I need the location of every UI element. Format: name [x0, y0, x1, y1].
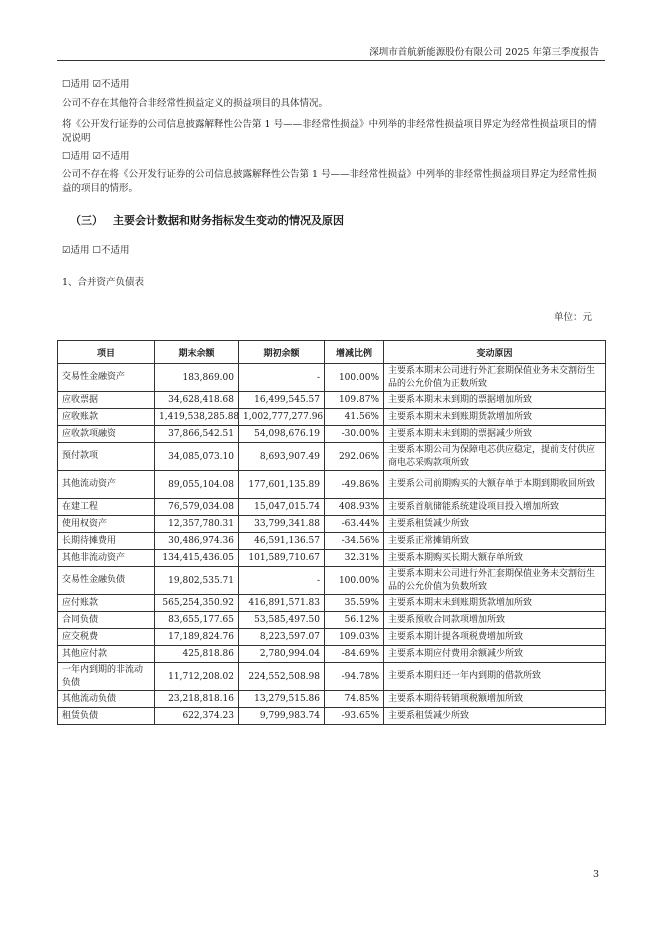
checkbox-line-2: ☐适用 ☑不适用 — [62, 151, 130, 162]
table-row — [58, 595, 606, 612]
table-row — [58, 567, 606, 595]
cell-end: 11,712,208.02 — [155, 663, 239, 691]
cell-item: 合同负债 — [58, 612, 155, 629]
cell-end: 622,374.23 — [155, 708, 239, 725]
table-row — [58, 471, 606, 499]
cell-item: 其他应付款 — [58, 646, 155, 663]
table-row — [58, 516, 606, 533]
table-row — [58, 499, 606, 516]
cell-item: 使用权资产 — [58, 516, 155, 533]
cell-item: 一年内到期的非流动负债 — [58, 663, 155, 691]
cell-pct: -49.86% — [325, 471, 384, 499]
cell-reason: 主要系本期应付费用余额减少所致 — [384, 646, 606, 663]
table-row — [58, 663, 606, 691]
cell-begin: 15,047,015.74 — [239, 499, 325, 516]
cell-begin: 177,601,135.89 — [239, 471, 325, 499]
cell-begin: 13,279,515.86 — [239, 691, 325, 708]
table-row — [58, 533, 606, 550]
page-header-title: 深圳市首航新能源股份有限公司 2025 年第三季度报告 — [369, 47, 599, 58]
table-row — [58, 646, 606, 663]
cell-reason: 主要系公司前期购买的大额存单于本期到期收回所致 — [384, 471, 606, 499]
cell-begin: 53,585,497.50 — [239, 612, 325, 629]
table-row — [58, 550, 606, 567]
cell-begin: 16,499,545.57 — [239, 392, 325, 409]
cell-item: 预付款项 — [58, 443, 155, 471]
page-number: 3 — [592, 869, 599, 880]
paragraph-3: 公司不存在将《公开发行证券的公司信息披露解释性公告第 1 号——非经常性损益》中列举的非经常性损益项目界定为经常性损益的项目的情形。 — [62, 169, 597, 194]
cell-end: 89,055,104.08 — [155, 471, 239, 499]
cell-reason: 主要系本期末未到账期货款增加所致 — [384, 409, 606, 426]
cell-pct: 74.85% — [325, 691, 384, 708]
cell-end: 30,486,974.36 — [155, 533, 239, 550]
table-row — [58, 364, 606, 392]
cell-pct: 56.12% — [325, 612, 384, 629]
paragraph-1: 公司不存在其他符合非经常性损益定义的损益项目的具体情况。 — [62, 98, 329, 109]
header-end-balance: 期末余额 — [155, 341, 239, 364]
table-row — [58, 443, 606, 471]
cell-item: 其他流动负债 — [58, 691, 155, 708]
cell-pct: -84.69% — [325, 646, 384, 663]
cell-end: 37,866,542.51 — [155, 426, 239, 443]
cell-begin: 9,799,983.74 — [239, 708, 325, 725]
cell-item: 在建工程 — [58, 499, 155, 516]
cell-item: 其他非流动资产 — [58, 550, 155, 567]
cell-pct: 100.00% — [325, 364, 384, 392]
cell-begin: 1,002,777,277.96 — [239, 409, 325, 426]
paragraph-2: 将《公开发行证券的公司信息披露解释性公告第 1 号——非经常性损益》中列举的非经常性损益项目界定为经常性损益项目的情况说明 — [62, 119, 597, 144]
table-header-row — [58, 341, 606, 364]
cell-pct: -94.78% — [325, 663, 384, 691]
section-heading — [70, 212, 344, 228]
table-row — [58, 691, 606, 708]
header-rule — [57, 60, 605, 61]
cell-begin: 54,098,676.19 — [239, 426, 325, 443]
cell-item: 应收款项融资 — [58, 426, 155, 443]
subsection-title: 1、合并资产负债表 — [62, 277, 145, 288]
cell-reason: 主要系本期末未到账期货款增加所致 — [384, 595, 606, 612]
unit-label: 单位：元 — [553, 312, 592, 323]
cell-end: 23,218,818.16 — [155, 691, 239, 708]
cell-reason: 主要系本期末公司进行外汇套期保值业务未交割衍生品的公允价值为正数所致 — [384, 364, 606, 392]
cell-end: 76,579,034.08 — [155, 499, 239, 516]
cell-item: 其他流动资产 — [58, 471, 155, 499]
cell-end: 34,085,073.10 — [155, 443, 239, 471]
cell-pct: 109.87% — [325, 392, 384, 409]
cell-end: 34,628,418.68 — [155, 392, 239, 409]
cell-pct: 32.31% — [325, 550, 384, 567]
cell-item: 应付账款 — [58, 595, 155, 612]
section-title: 主要会计数据和财务指标发生变动的情况及原因 — [113, 214, 344, 227]
cell-reason: 主要系本期购买长期大额存单所致 — [384, 550, 606, 567]
cell-item: 应收账款 — [58, 409, 155, 426]
table-row — [58, 426, 606, 443]
cell-reason: 主要系首航储能系统建设项目投入增加所致 — [384, 499, 606, 516]
balance-sheet-table — [57, 340, 606, 725]
header-reason: 变动原因 — [384, 341, 606, 364]
cell-reason: 主要系本期末公司进行外汇套期保值业务未交割衍生品的公允价值为负数所致 — [384, 567, 606, 595]
cell-reason: 主要系租赁减少所致 — [384, 708, 606, 725]
cell-pct: 35.59% — [325, 595, 384, 612]
checkbox-line-1: ☐适用 ☑不适用 — [62, 79, 130, 90]
cell-reason: 主要系本期末未到期的票据减少所致 — [384, 426, 606, 443]
cell-pct: 408.93% — [325, 499, 384, 516]
cell-pct: 100.00% — [325, 567, 384, 595]
section-number: （三） — [70, 214, 103, 227]
table-row — [58, 612, 606, 629]
cell-item: 交易性金融资产 — [58, 364, 155, 392]
header-item: 项目 — [58, 341, 155, 364]
cell-begin: 2,780,994.04 — [239, 646, 325, 663]
cell-begin: - — [239, 364, 325, 392]
table-row — [58, 409, 606, 426]
cell-pct: 292.06% — [325, 443, 384, 471]
cell-pct: -30.00% — [325, 426, 384, 443]
cell-end: 12,357,780.31 — [155, 516, 239, 533]
cell-item: 租赁负债 — [58, 708, 155, 725]
header-change-pct: 增减比例 — [325, 341, 384, 364]
cell-pct: -34.56% — [325, 533, 384, 550]
cell-reason: 主要系本期待转销项税额增加所致 — [384, 691, 606, 708]
cell-reason: 主要系本期公司为保障电芯供应稳定，提前支付供应商电芯采购款项所致 — [384, 443, 606, 471]
cell-pct: -93.65% — [325, 708, 384, 725]
cell-end: 19,802,535.71 — [155, 567, 239, 595]
cell-item: 交易性金融负债 — [58, 567, 155, 595]
cell-reason: 主要系本期末未到期的票据增加所致 — [384, 392, 606, 409]
header-begin-balance: 期初余额 — [239, 341, 325, 364]
table-row — [58, 629, 606, 646]
cell-begin: 416,891,571.83 — [239, 595, 325, 612]
cell-end: 183,869.00 — [155, 364, 239, 392]
cell-pct: 109.03% — [325, 629, 384, 646]
cell-pct: -63.44% — [325, 516, 384, 533]
cell-reason: 主要系本期归还一年内到期的借款所致 — [384, 663, 606, 691]
cell-reason: 主要系租赁减少所致 — [384, 516, 606, 533]
cell-begin: 101,589,710.67 — [239, 550, 325, 567]
checkbox-line-3: ☑适用 ☐不适用 — [62, 245, 130, 256]
cell-begin: 224,552,508.98 — [239, 663, 325, 691]
cell-begin: 46,591,136.57 — [239, 533, 325, 550]
cell-reason: 主要系正常摊销所致 — [384, 533, 606, 550]
cell-end: 134,415,436.05 — [155, 550, 239, 567]
cell-begin: 8,223,597.07 — [239, 629, 325, 646]
cell-item: 应交税费 — [58, 629, 155, 646]
cell-pct: 41.56% — [325, 409, 384, 426]
cell-begin: 8,693,907.49 — [239, 443, 325, 471]
cell-end: 565,254,350.92 — [155, 595, 239, 612]
cell-item: 应收票据 — [58, 392, 155, 409]
cell-end: 83,655,177.65 — [155, 612, 239, 629]
cell-begin: 33,799,341.88 — [239, 516, 325, 533]
cell-item: 长期待摊费用 — [58, 533, 155, 550]
cell-reason: 主要系本期计提各项税费增加所致 — [384, 629, 606, 646]
cell-end: 425,818.86 — [155, 646, 239, 663]
cell-end: 17,189,824.76 — [155, 629, 239, 646]
table-row — [58, 708, 606, 725]
cell-end: 1,419,538,285.88 — [155, 409, 239, 426]
cell-begin: - — [239, 567, 325, 595]
cell-reason: 主要系预收合同款项增加所致 — [384, 612, 606, 629]
table-row — [58, 392, 606, 409]
